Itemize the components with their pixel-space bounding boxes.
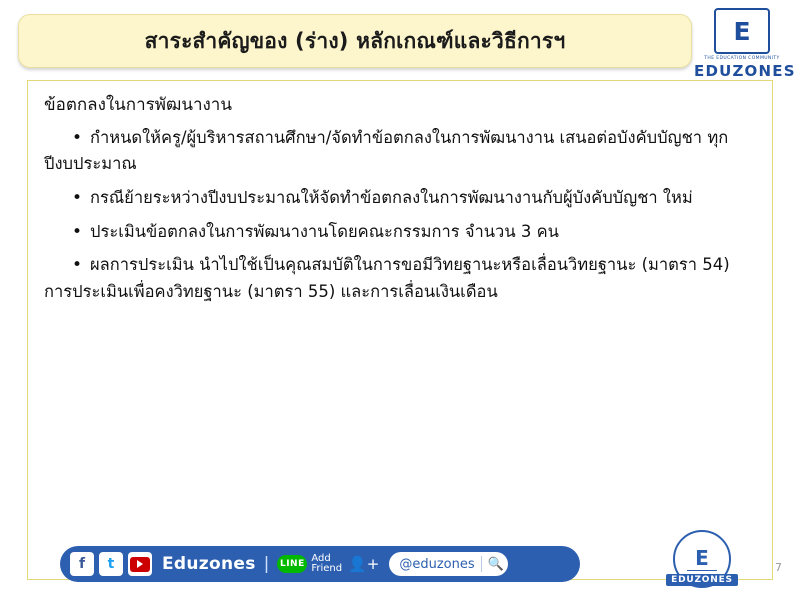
- footer-separator: |: [263, 554, 270, 574]
- list-item: [44, 252, 756, 305]
- bullet-dot-icon: •: [71, 127, 82, 148]
- list-item-text: กรณีย้ายระหว่างปีงบประมาณให้จัดทำข้อตกลงในการพัฒนางานกับผู้บังคับบัญชา ใหม่: [90, 187, 693, 207]
- bullet-dot-icon: •: [71, 221, 82, 242]
- bullet-dot-icon: •: [71, 255, 82, 276]
- footer-brand-label: Eduzones: [162, 554, 256, 574]
- search-icon[interactable]: 🔍: [487, 556, 504, 572]
- list-item-text: ประเมินข้อตกลงในการพัฒนางานโดยคณะกรรมการ จำนวน 3 คน: [90, 221, 559, 241]
- handle-chip[interactable]: [389, 552, 507, 576]
- add-friend-line1: Add: [311, 552, 331, 564]
- slide-title-bar: [18, 14, 692, 68]
- youtube-icon[interactable]: [128, 552, 152, 576]
- handle-label: @eduzones: [399, 556, 475, 572]
- logo-tagline: THE EDUCATION COMMUNITY: [704, 56, 780, 61]
- logo-letter-box: [714, 8, 770, 54]
- logo-letter: E: [695, 545, 709, 570]
- eduzones-logo-bottom: [666, 530, 738, 586]
- list-item: [44, 125, 756, 178]
- logo-letter: E: [733, 16, 751, 46]
- list-item: [44, 219, 756, 246]
- divider: [481, 556, 482, 572]
- logo-divider: [687, 570, 717, 571]
- content-frame: [27, 80, 773, 580]
- logo-wordmark: EDUZONES: [694, 62, 796, 80]
- list-item-text: ผลการประเมิน นำไปใช้เป็นคุณสมบัติในการขอมีวิทยฐานะหรือเลื่อนวิทยฐานะ (มาตรา 54) การประเมินเพื่อคงวิทยฐานะ (มาตรา 55) และการเลื่อนเงินเดือน: [44, 255, 730, 302]
- page-title: สาระสำคัญของ (ร่าง) หลักเกณฑ์และวิธีการฯ: [144, 28, 566, 53]
- page-number: 7: [775, 561, 782, 574]
- line-add-friend[interactable]: [277, 554, 379, 575]
- twitter-icon[interactable]: t: [99, 552, 123, 576]
- add-friend-line2: Friend: [311, 563, 343, 574]
- footer-social-bar: [60, 546, 580, 582]
- bullet-dot-icon: •: [71, 187, 82, 208]
- list-item-text: กำหนดให้ครู/ผู้บริหารสถานศึกษา/จัดทำข้อตกลงในการพัฒนางาน เสนอต่อบังคับบัญชา ทุกปีงบประมาณ: [44, 127, 729, 174]
- add-friend-label: [311, 554, 342, 575]
- bullet-list: [44, 125, 756, 306]
- list-item: [44, 185, 756, 212]
- social-icons: [70, 552, 152, 576]
- content-heading: ข้อตกลงในการพัฒนางาน: [44, 95, 232, 115]
- facebook-icon[interactable]: f: [70, 552, 94, 576]
- eduzones-logo-top: [694, 8, 796, 80]
- content-body: [28, 81, 772, 306]
- add-person-icon: 👤+: [348, 555, 380, 573]
- line-icon: LINE: [277, 555, 307, 573]
- logo-wordmark: EDUZONES: [666, 574, 738, 586]
